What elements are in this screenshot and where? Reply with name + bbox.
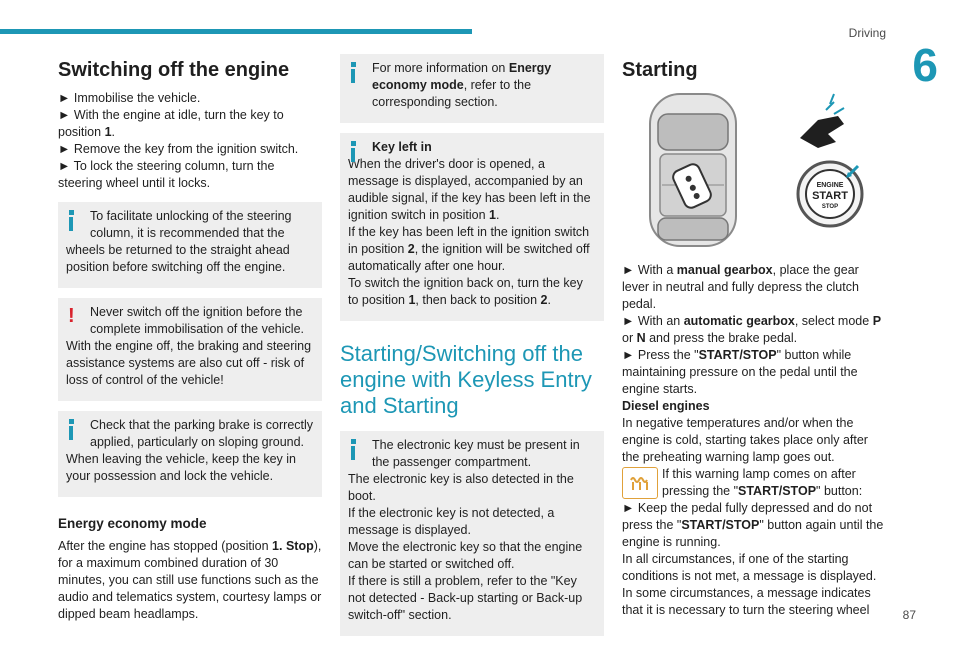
page-number: 87	[902, 608, 916, 622]
note-text: For more information on Energy economy mode, refer to the corresponding section.	[372, 61, 552, 109]
energy-economy-title: Energy economy mode	[58, 516, 207, 531]
button-label: START	[812, 190, 848, 202]
keyless-title: Starting/Switching off the engine with Keyless Entry and Starting	[340, 341, 592, 418]
info-note	[340, 133, 604, 321]
energy-economy-text: After the engine has stopped (position 1. Stop), for a maximum combined duration of 30 minutes, you can still use functions such as the audio and telematics system, courtesy lamps or dipped beam headlamps.	[58, 539, 322, 621]
note-text: When leaving the vehicle, keep the key in your possession and lock the vehicle.	[66, 452, 296, 483]
lamp-text: If this warning lamp comes on after pressing the "START/STOP" button:	[662, 467, 863, 498]
hand-icon	[800, 94, 844, 148]
column-3	[622, 52, 888, 619]
button-label: ENGINE	[816, 182, 844, 189]
step-item: ► With an automatic gearbox, select mode P or N and press the brake pedal.	[622, 313, 888, 347]
note-text: To facilitate unlocking of the steering column, it is recommended that the	[90, 209, 292, 240]
diesel-title: Diesel engines	[622, 399, 710, 413]
starting-illustration	[622, 90, 888, 250]
note-text: With the engine off, the braking and steering assistance systems are also cut off - risk of loss of control of the vehicle!	[66, 339, 312, 387]
info-note	[340, 431, 604, 636]
button-label: STOP	[821, 204, 839, 210]
body-text: In all circumstances, if one of the starting conditions is not met, a message is displayed.	[622, 552, 877, 583]
section-label: Driving	[848, 26, 886, 40]
info-icon	[350, 141, 356, 162]
step-item: ► Remove the key from the ignition switch.	[58, 141, 322, 158]
step-item: ► With a manual gearbox, place the gear lever in neutral and fully depress the clutch pedal.	[622, 262, 888, 313]
key-left-title: Key left in	[372, 140, 432, 154]
diesel-text: In negative temperatures and/or when the engine is cold, starting takes place only after the preheating warning lamp goes out.	[622, 416, 868, 464]
note-text: When the driver's door is opened, a message is displayed, accompanied by an audible signal, if the key has been left in the ignition switch in position 1.	[348, 157, 591, 222]
note-text: To switch the ignition back on, turn the key to position 1, then back to position 2.	[348, 276, 583, 307]
info-icon	[350, 62, 356, 83]
note-text: If there is still a problem, refer to the "Key not detected - Back-up starting or Back-up switch-off" section.	[348, 574, 583, 622]
preheating-lamp-icon	[622, 467, 658, 499]
car-key-illustration	[622, 90, 888, 250]
car-icon	[650, 94, 736, 246]
info-note	[340, 54, 604, 123]
start-stop-button-icon	[798, 162, 862, 226]
info-note	[58, 202, 322, 288]
note-text: If the key has been left in the ignition switch in position 2, the ignition will be switched off automatically after one hour.	[348, 225, 590, 273]
note-text: Check that the parking brake is correctly applied, particularly on sloping ground.	[90, 418, 314, 449]
warning-icon: !	[68, 305, 75, 327]
note-text: The electronic key is also detected in the boot.	[348, 472, 574, 503]
header-accent-bar	[0, 29, 472, 34]
step-item: ► Press the "START/STOP" button while maintaining pressure on the pedal until the engine starts.	[622, 347, 888, 398]
info-icon	[68, 210, 74, 231]
column-2	[340, 52, 604, 646]
warning-lamp-row	[622, 466, 888, 500]
note-text: wheels be returned to the straight ahead position before switching off the engine.	[66, 243, 290, 274]
step-item: ► To lock the steering column, turn the steering wheel until it locks.	[58, 158, 322, 192]
note-text: The electronic key must be present in the passenger compartment.	[372, 438, 580, 469]
chapter-number: 6	[912, 39, 938, 91]
switching-off-title: Switching off the engine	[58, 59, 290, 81]
warning-note	[58, 298, 322, 401]
note-text: Never switch off the ignition before the complete immobilisation of the vehicle.	[90, 305, 304, 336]
step-item: ► With the engine at idle, turn the key to position 1.	[58, 107, 322, 141]
note-text: If the electronic key is not detected, a message is displayed.	[348, 506, 555, 537]
info-icon	[350, 439, 356, 460]
info-note	[58, 411, 322, 497]
starting-title: Starting	[622, 59, 698, 81]
column-1	[58, 52, 322, 623]
info-icon	[68, 419, 74, 440]
note-text: Move the electronic key so that the engine can be started or switched off.	[348, 540, 583, 571]
body-text: In some circumstances, a message indicates that it is necessary to turn the steering wheel	[622, 586, 871, 617]
step-item: ► Keep the pedal fully depressed and do not press the "START/STOP" button again until the engine is running.	[622, 500, 888, 551]
step-item: ► Immobilise the vehicle.	[58, 90, 322, 107]
